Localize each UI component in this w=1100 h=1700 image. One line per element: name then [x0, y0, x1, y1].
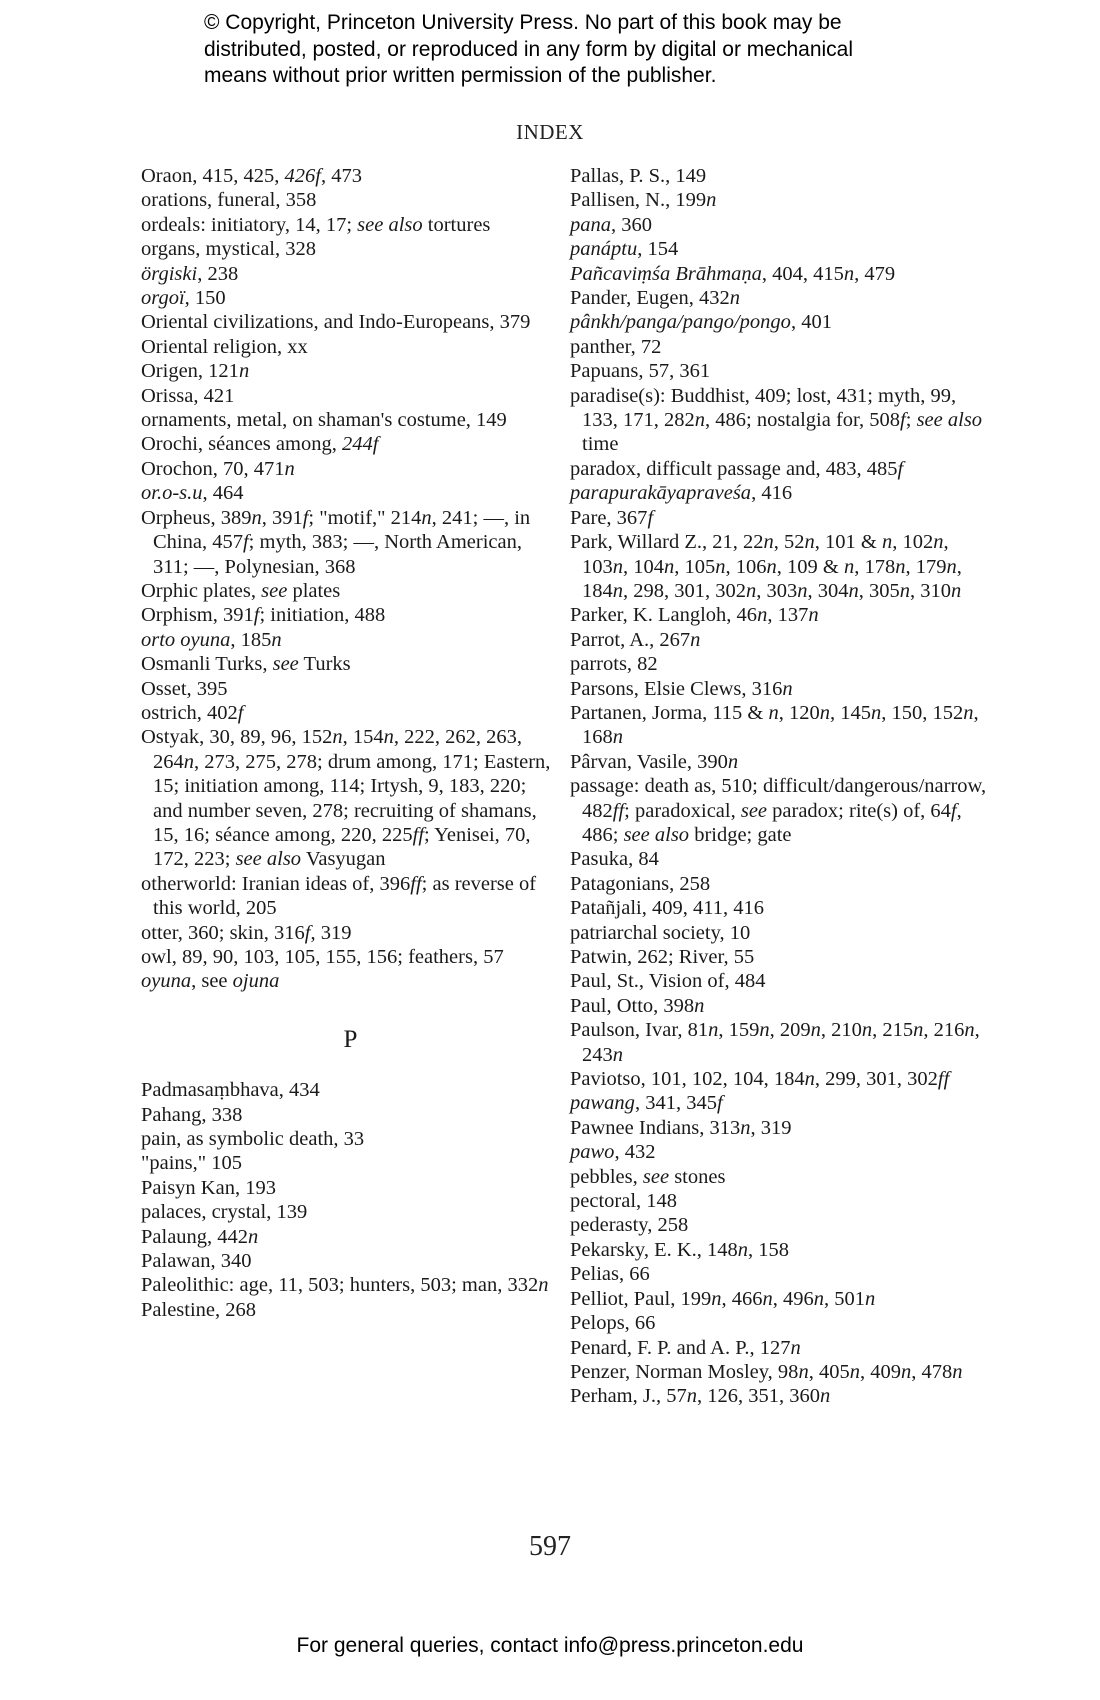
index-entry: Paisyn Kan, 193 — [141, 1176, 276, 1199]
index-entry: pebbles, see stones — [570, 1165, 726, 1188]
index-entry: Pallas, P. S., 149 — [570, 165, 707, 187]
index-entry: Orissa, 421 — [141, 384, 235, 407]
index-entry: pawo, 432 — [570, 1141, 656, 1164]
index-entry: paradise(s): Buddhist, 409; lost, 431; myth, 99, 133, 171, 282n, 486; nostalgia for, 508f; see also time — [570, 384, 983, 456]
index-entry: Orphism, 391f; initiation, 488 — [141, 604, 386, 627]
copyright-line: © Copyright, Princeton University Press. No part of this book may be — [204, 11, 842, 34]
index-entry: passage: death as, 510; difficult/dangerous/narrow, 482ff; paradoxical, see paradox; rite(s) of, 64f, 486; see also bridge; gate — [570, 775, 987, 846]
index-entry: Paulson, Ivar, 81n, 159n, 209n, 210n, 215n, 216n, 243n — [570, 1019, 980, 1066]
index-entry: Pare, 367f — [570, 506, 654, 529]
index-entry: Paleolithic: age, 11, 503; hunters, 503; man, 332n — [141, 1274, 549, 1297]
index-entry: Patagonians, 258 — [570, 872, 711, 895]
entry-list-p-continued — [570, 164, 990, 1409]
index-entry: Pallisen, N., 199n — [570, 189, 717, 212]
entry-list-o — [141, 164, 561, 994]
index-entry: Patwin, 262; River, 55 — [570, 946, 755, 968]
index-entry: Penzer, Norman Mosley, 98n, 405n, 409n, 478n — [570, 1360, 963, 1383]
copyright-line: means without prior written permission of the publisher. — [204, 64, 717, 87]
index-entry: ostrich, 402f — [141, 701, 244, 724]
index-entry: Pander, Eugen, 432n — [570, 287, 740, 310]
index-entry: pectoral, 148 — [570, 1190, 678, 1213]
running-head: INDEX — [516, 120, 584, 144]
index-entry: Park, Willard Z., 21, 22n, 52n, 101 & n, 102n, 103n, 104n, 105n, 106n, 109 & n, 178n, 179n, 184n, 298, 301, 302n, 303n, 304n, 305n, 310n — [570, 531, 962, 602]
index-entry: owl, 89, 90, 103, 105, 155, 156; feathers, 57 — [141, 946, 504, 968]
index-entry: Palaung, 442n — [141, 1225, 259, 1248]
index-entry: parapurakāyapraveśa, 416 — [570, 482, 793, 505]
index-entry: orto oyuna, 185n — [141, 628, 282, 651]
index-entry: Pawnee Indians, 313n, 319 — [570, 1116, 792, 1139]
index-entry: "pains," 105 — [141, 1152, 243, 1175]
index-entry: Pañcaviṃśa Brāhmaṇa, 404, 415n, 479 — [570, 262, 896, 285]
index-column-left — [141, 164, 561, 1322]
index-entry: Paul, Otto, 398n — [570, 994, 705, 1017]
index-entry: Orochon, 70, 471n — [141, 457, 295, 480]
index-entry: pana, 360 — [570, 213, 652, 236]
index-entry: panther, 72 — [570, 335, 662, 358]
index-entry: Paul, St., Vision of, 484 — [570, 970, 766, 993]
index-entry: Pahang, 338 — [141, 1103, 243, 1126]
index-entry: palaces, crystal, 139 — [141, 1201, 308, 1224]
index-entry: Origen, 121n — [141, 360, 250, 383]
index-entry: Penard, F. P. and A. P., 127n — [570, 1336, 801, 1359]
index-entry: orgoï, 150 — [141, 287, 226, 310]
index-entry: otherworld: Iranian ideas of, 396ff; as reverse of this world, 205 — [141, 872, 537, 920]
index-entry: oyuna, see ojuna — [141, 970, 280, 993]
index-entry: Orochi, séances among, 244f — [141, 433, 379, 456]
index-entry: panáptu, 154 — [570, 238, 679, 261]
index-entry: pawang, 341, 345f — [570, 1092, 723, 1115]
index-entry: Parrot, A., 267n — [570, 628, 701, 651]
index-entry: pain, as symbolic death, 33 — [141, 1128, 365, 1151]
index-entry: Patañjali, 409, 411, 416 — [570, 897, 764, 920]
index-entry: Partanen, Jorma, 115 & n, 120n, 145n, 150, 152n, 168n — [570, 701, 979, 749]
index-entry: Palestine, 268 — [141, 1298, 257, 1321]
index-entry: parrots, 82 — [570, 653, 658, 676]
page-number: 597 — [529, 1531, 571, 1562]
index-entry: organs, mystical, 328 — [141, 238, 316, 261]
index-entry: Osset, 395 — [141, 677, 228, 700]
index-entry: Ostyak, 30, 89, 96, 152n, 154n, 222, 262, 263, 264n, 273, 275, 278; drum among, 171; Eastern, 15; initiation among, 114; Irtysh, 9, 183, 220; and number seven, 278; recruiting of shamans, 15, 16; séance among, 220, 225ff; Yenisei, 70, 172, 223; see also Vasyugan — [141, 726, 551, 871]
letter-heading: P — [343, 1025, 359, 1053]
index-entry: Perham, J., 57n, 126, 351, 360n — [570, 1385, 831, 1408]
index-entry: Parker, K. Langloh, 46n, 137n — [570, 604, 819, 627]
index-entry: Palawan, 340 — [141, 1250, 252, 1273]
copyright-line: distributed, posted, or reproduced in any form by digital or mechanical — [204, 37, 854, 61]
index-entry: Pelliot, Paul, 199n, 466n, 496n, 501n — [570, 1287, 876, 1310]
index-entry: Pârvan, Vasile, 390n — [570, 750, 739, 773]
index-entry: ornaments, metal, on shaman's costume, 149 — [141, 409, 507, 432]
index-entry: Padmasaṃbhava, 434 — [141, 1079, 320, 1102]
entry-list-p — [141, 1078, 561, 1322]
index-entry: Oriental religion, xx — [141, 335, 308, 358]
index-entry: Pelops, 66 — [570, 1312, 656, 1335]
index-entry: pederasty, 258 — [570, 1214, 689, 1237]
copyright-notice — [204, 10, 964, 90]
index-entry: pânkh/panga/pango/pongo, 401 — [570, 311, 832, 334]
index-column-right — [570, 164, 990, 1409]
footer-contact: For general queries, contact info@press.princeton.edu — [296, 1634, 804, 1657]
index-entry: Orphic plates, see plates — [141, 579, 341, 602]
index-entry: Osmanli Turks, see Turks — [141, 653, 351, 676]
index-entry: Paviotso, 101, 102, 104, 184n, 299, 301, 302ff — [570, 1068, 950, 1091]
index-entry: orations, funeral, 358 — [141, 189, 317, 212]
index-entry: Papuans, 57, 361 — [570, 360, 711, 383]
index-entry: Parsons, Elsie Clews, 316n — [570, 677, 793, 700]
index-entry: Oraon, 415, 425, 426f, 473 — [141, 165, 362, 187]
index-entry: patriarchal society, 10 — [570, 921, 751, 944]
index-entry: Pelias, 66 — [570, 1263, 650, 1286]
index-entry: Oriental civilizations, and Indo-Europeans, 379 — [141, 311, 531, 334]
index-entry: Orpheus, 389n, 391f; "motif," 214n, 241; —, in China, 457f; myth, 383; —, North American, 311; —, Polynesian, 368 — [141, 506, 531, 578]
index-entry: otter, 360; skin, 316f, 319 — [141, 921, 352, 944]
index-entry: ordeals: initiatory, 14, 17; see also tortures — [141, 213, 491, 236]
index-entry: Pasuka, 84 — [570, 848, 659, 871]
index-entry: or.o-s.u, 464 — [141, 482, 244, 505]
index-entry: paradox, difficult passage and, 483, 485f — [570, 457, 904, 480]
index-entry: Pekarsky, E. K., 148n, 158 — [570, 1238, 790, 1261]
index-entry: örgiski, 238 — [141, 262, 239, 285]
